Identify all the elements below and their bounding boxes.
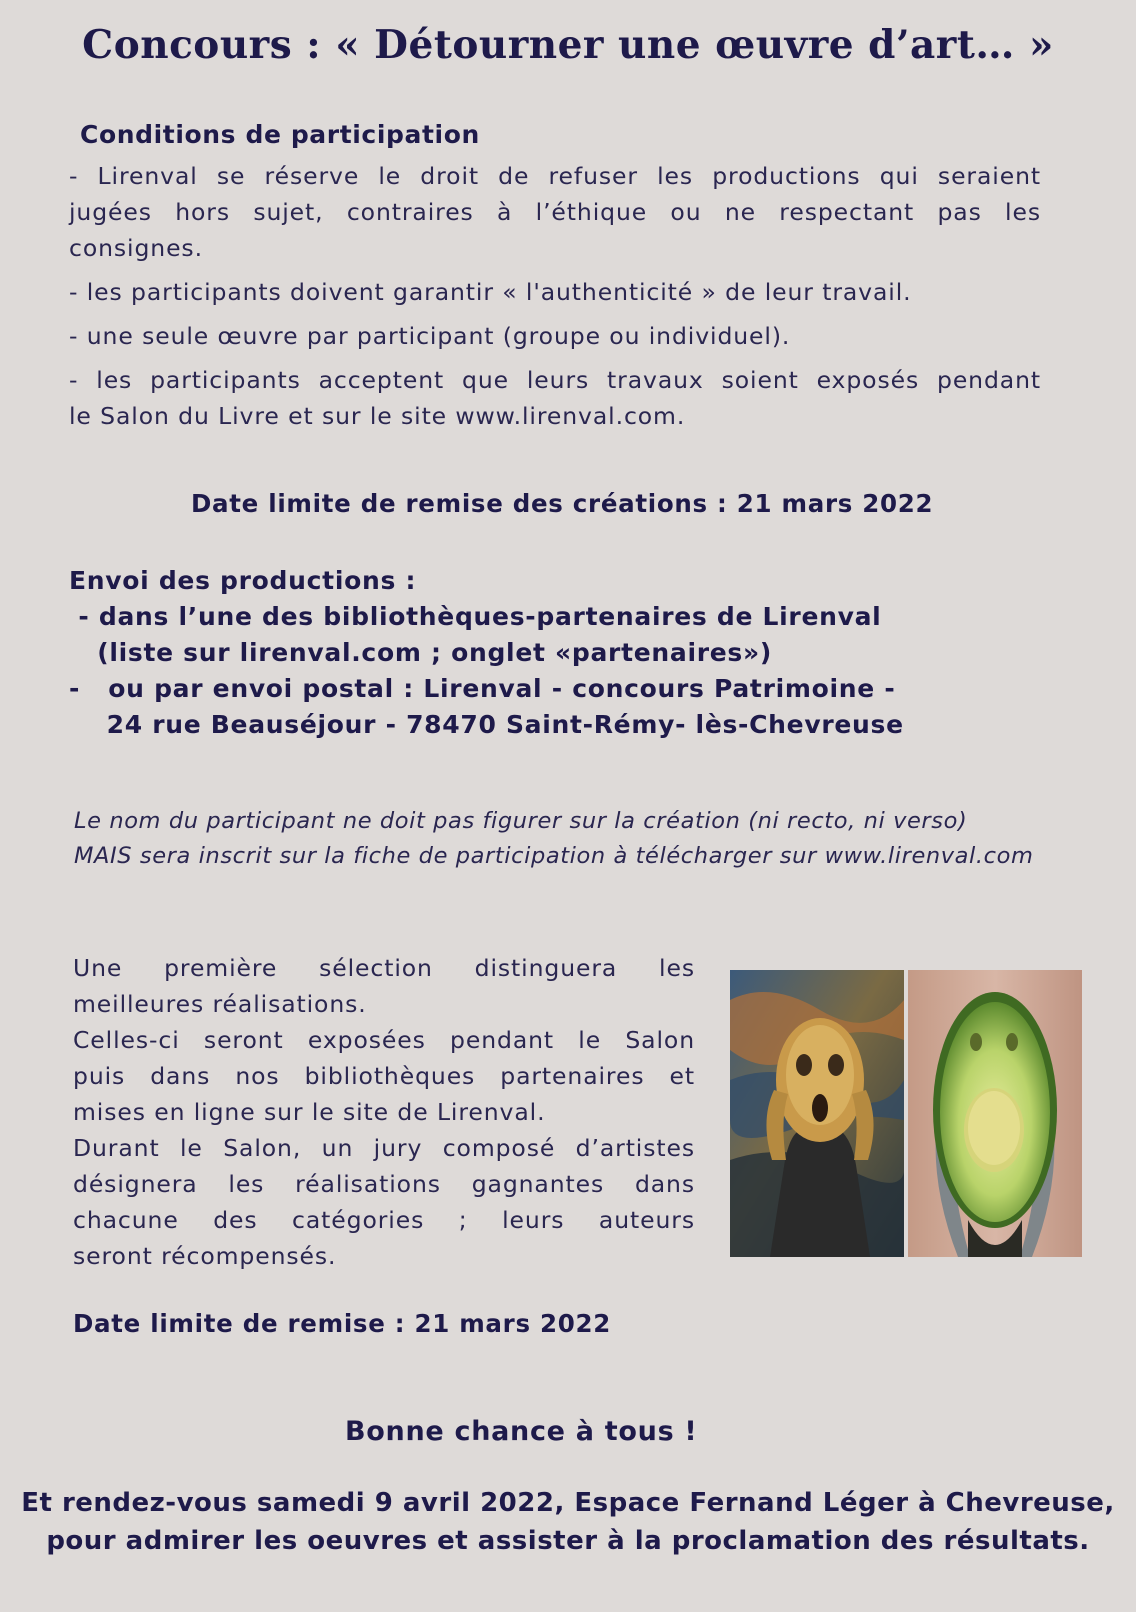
selection-line: chacune des catégories ; leurs auteurs	[73, 1206, 695, 1234]
selection-paragraph	[73, 950, 695, 1274]
closing-line: Et rendez-vous samedi 9 avril 2022, Espace Fernand Léger à Chevreuse,	[21, 1488, 1115, 1518]
good-luck-text: Bonne chance à tous !	[345, 1416, 698, 1447]
page-title: Concours : « Détourner une œuvre d’art… »	[82, 22, 1054, 68]
envoi-line: 24 rue Beauséjour - 78470 Saint-Rémy- lès-Chevreuse	[69, 710, 904, 739]
conditions-item-1	[69, 158, 1041, 266]
anonymity-note-line: MAIS sera inscrit sur la fiche de participation à télécharger sur www.lirenval.com	[74, 843, 1034, 869]
selection-line: Une première sélection distinguera les	[73, 954, 695, 982]
scream-painting-image	[730, 970, 904, 1257]
deadline-remise: Date limite de remise : 21 mars 2022	[73, 1309, 611, 1338]
avocado-parody-image	[908, 970, 1082, 1257]
selection-line: seront récompensés.	[73, 1242, 337, 1270]
conditions-item-4-line: le Salon du Livre et sur le site www.lirenval.com.	[69, 402, 686, 430]
conditions-item-4	[69, 362, 1041, 434]
conditions-item-2: - les participants doivent garantir « l'authenticité » de leur travail.	[69, 278, 912, 306]
selection-line: puis dans nos bibliothèques partenaires et	[73, 1062, 695, 1090]
conditions-heading: Conditions de participation	[80, 120, 480, 149]
deadline-creations: Date limite de remise des créations : 21 mars 2022	[191, 489, 934, 518]
selection-line: Celles-ci seront exposées pendant le Salon	[73, 1026, 695, 1054]
conditions-item-1-line: consignes.	[69, 234, 203, 262]
closing-line: pour admirer les oeuvres et assister à la proclamation des résultats.	[46, 1526, 1090, 1556]
selection-line: désignera les réalisations gagnantes dans	[73, 1170, 695, 1198]
conditions-item-1-line: jugées hors sujet, contraires à l’éthique ou ne respectant pas les	[69, 198, 1041, 226]
anonymity-note-line: Le nom du participant ne doit pas figurer sur la création (ni recto, ni verso)	[74, 808, 968, 834]
envoi-line: - ou par envoi postal : Lirenval - concours Patrimoine -	[69, 674, 896, 703]
selection-line: meilleures réalisations.	[73, 990, 367, 1018]
conditions-item-3: - une seule œuvre par participant (groupe ou individuel).	[69, 322, 791, 350]
conditions-item-1-line: - Lirenval se réserve le droit de refuser les productions qui seraient	[69, 162, 1041, 190]
conditions-item-4-line: - les participants acceptent que leurs travaux soient exposés pendant	[69, 366, 1041, 394]
envoi-heading: Envoi des productions :	[69, 566, 417, 595]
envoi-line: - dans l’une des bibliothèques-partenaires de Lirenval	[69, 602, 882, 631]
selection-line: mises en ligne sur le site de Lirenval.	[73, 1098, 546, 1126]
envoi-line: (liste sur lirenval.com ; onglet «partenaires»)	[69, 638, 772, 667]
selection-line: Durant le Salon, un jury composé d’artistes	[73, 1134, 695, 1162]
